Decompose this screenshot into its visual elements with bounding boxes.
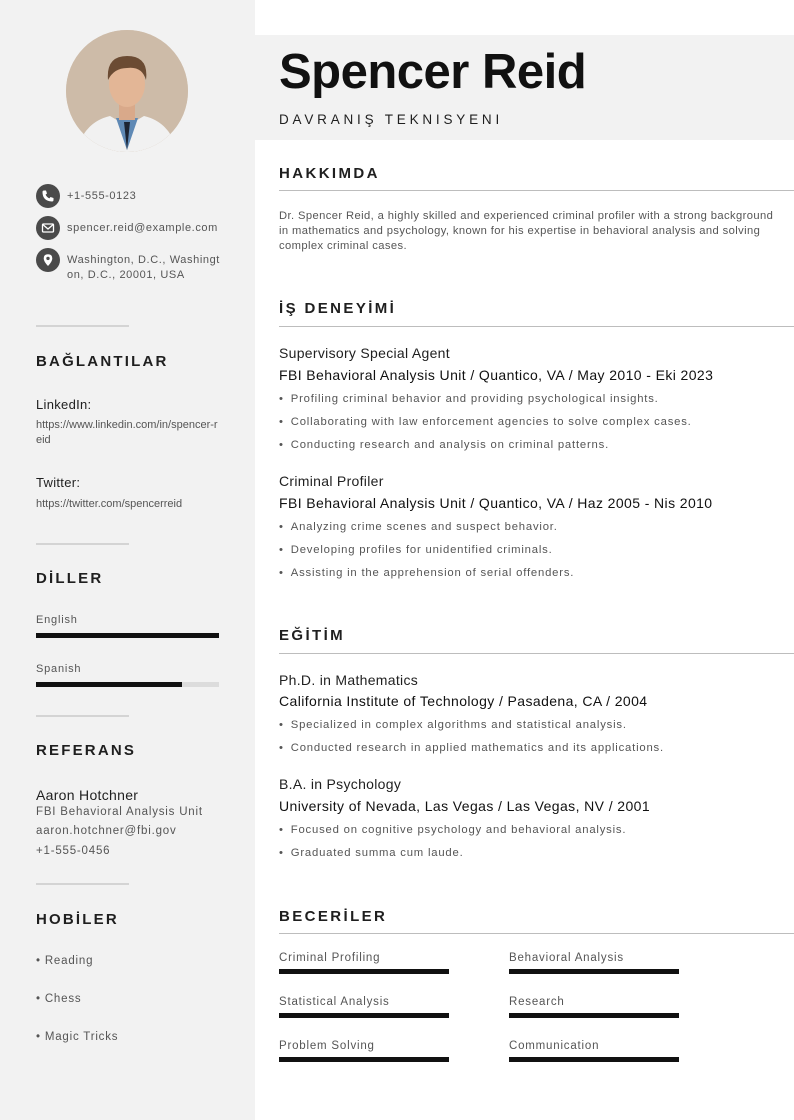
contact-email	[36, 216, 226, 240]
experience-bullet: • Collaborating with law enforcement agencies to solve complex cases.	[279, 416, 692, 428]
linkedin-label: LinkedIn:	[36, 397, 92, 412]
skill-label: Criminal Profiling	[279, 952, 381, 964]
education-degree: B.A. in Psychology	[279, 776, 402, 792]
sidebar-divider	[36, 883, 129, 885]
skills-title: BECERİLER	[279, 908, 388, 925]
experience-role: Supervisory Special Agent	[279, 345, 450, 361]
section-rule	[279, 653, 794, 654]
skill-item	[509, 996, 679, 1018]
candidate-name: Spencer Reid	[279, 45, 587, 99]
education-org: University of Nevada, Las Vegas / Las Vegas, NV / 2001	[279, 798, 651, 814]
education-title: EĞİTİM	[279, 627, 346, 644]
phone-icon	[36, 184, 60, 208]
skill-label: Research	[509, 996, 565, 1008]
education-bullet: • Focused on cognitive psychology and behavioral analysis.	[279, 824, 626, 836]
email-text: spencer.reid@example.com	[67, 222, 218, 234]
skill-bar	[279, 1013, 449, 1018]
skill-label: Statistical Analysis	[279, 996, 390, 1008]
skill-bar	[279, 1057, 449, 1062]
language-english-label: English	[36, 614, 78, 626]
skill-bar	[279, 969, 449, 974]
experience-bullet: • Assisting in the apprehension of serial offenders.	[279, 567, 574, 579]
experience-org: FBI Behavioral Analysis Unit / Quantico, VA / Haz 2005 - Nis 2010	[279, 495, 713, 511]
about-text: Dr. Spencer Reid, a highly skilled and experienced criminal profiler with a strong background in mathematics and psychology, known for his expertise in behavioral analysis and solving complex criminal cases.	[279, 210, 774, 252]
sidebar-divider	[36, 543, 129, 545]
reference-phone: +1-555-0456	[36, 845, 111, 857]
phone-text: +1-555-0123	[67, 190, 137, 202]
sidebar	[0, 0, 255, 1120]
education-degree: Ph.D. in Mathematics	[279, 672, 419, 688]
experience-bullet: • Analyzing crime scenes and suspect behavior.	[279, 521, 558, 533]
hobby-item: • Magic Tricks	[36, 1031, 119, 1043]
skill-item	[509, 1040, 679, 1062]
experience-title: İŞ DENEYİMİ	[279, 300, 397, 317]
hobbies-title: HOBİLER	[36, 911, 119, 928]
hobby-item: • Reading	[36, 955, 94, 967]
language-english-bar	[36, 633, 219, 638]
skill-label: Communication	[509, 1040, 600, 1052]
education-bullet: • Conducted research in applied mathematics and its applications.	[279, 742, 664, 754]
twitter-label: Twitter:	[36, 475, 81, 490]
address-text: Washington, D.C., Washington, D.C., 20001, USA	[67, 254, 220, 281]
skill-item	[279, 952, 449, 974]
skill-label: Problem Solving	[279, 1040, 375, 1052]
contact-address	[36, 248, 226, 283]
experience-bullet: • Profiling criminal behavior and providing psychological insights.	[279, 393, 659, 405]
hobby-item: • Chess	[36, 993, 82, 1005]
reference-org: FBI Behavioral Analysis Unit	[36, 806, 203, 818]
education-bullet: • Specialized in complex algorithms and statistical analysis.	[279, 719, 627, 731]
skill-label: Behavioral Analysis	[509, 952, 624, 964]
experience-org: FBI Behavioral Analysis Unit / Quantico, VA / May 2010 - Eki 2023	[279, 367, 714, 383]
profile-photo-illustration	[66, 30, 188, 152]
twitter-url[interactable]: https://twitter.com/spencerreid	[36, 498, 183, 510]
section-rule	[279, 190, 794, 191]
language-spanish-label: Spanish	[36, 663, 82, 675]
links-title: BAĞLANTILAR	[36, 353, 169, 370]
envelope-icon	[36, 216, 60, 240]
skill-item	[279, 1040, 449, 1062]
education-org: California Institute of Technology / Pasadena, CA / 2004	[279, 693, 648, 709]
location-pin-icon	[36, 248, 60, 272]
section-rule	[279, 933, 794, 934]
about-title: HAKKIMDA	[279, 165, 380, 182]
language-spanish-bar	[36, 682, 219, 687]
contact-phone	[36, 184, 226, 208]
sidebar-divider	[36, 325, 129, 327]
references-title: REFERANS	[36, 742, 137, 759]
reference-name: Aaron Hotchner	[36, 787, 139, 803]
skill-bar	[509, 1013, 679, 1018]
section-rule	[279, 326, 794, 327]
contact-list	[36, 184, 226, 291]
languages-title: DİLLER	[36, 570, 104, 587]
sidebar-divider	[36, 715, 129, 717]
skill-bar	[509, 969, 679, 974]
skill-bar	[509, 1057, 679, 1062]
education-bullet: • Graduated summa cum laude.	[279, 847, 464, 859]
experience-bullet: • Developing profiles for unidentified criminals.	[279, 544, 553, 556]
job-title: DAVRANIŞ TEKNISYENI	[279, 112, 503, 127]
skill-item	[279, 996, 449, 1018]
reference-email: aaron.hotchner@fbi.gov	[36, 825, 177, 837]
experience-bullet: • Conducting research and analysis on criminal patterns.	[279, 439, 609, 451]
skill-item	[509, 952, 679, 974]
experience-role: Criminal Profiler	[279, 473, 384, 489]
linkedin-url[interactable]: https://www.linkedin.com/in/spencer-reid	[36, 419, 218, 446]
profile-photo	[66, 30, 188, 152]
